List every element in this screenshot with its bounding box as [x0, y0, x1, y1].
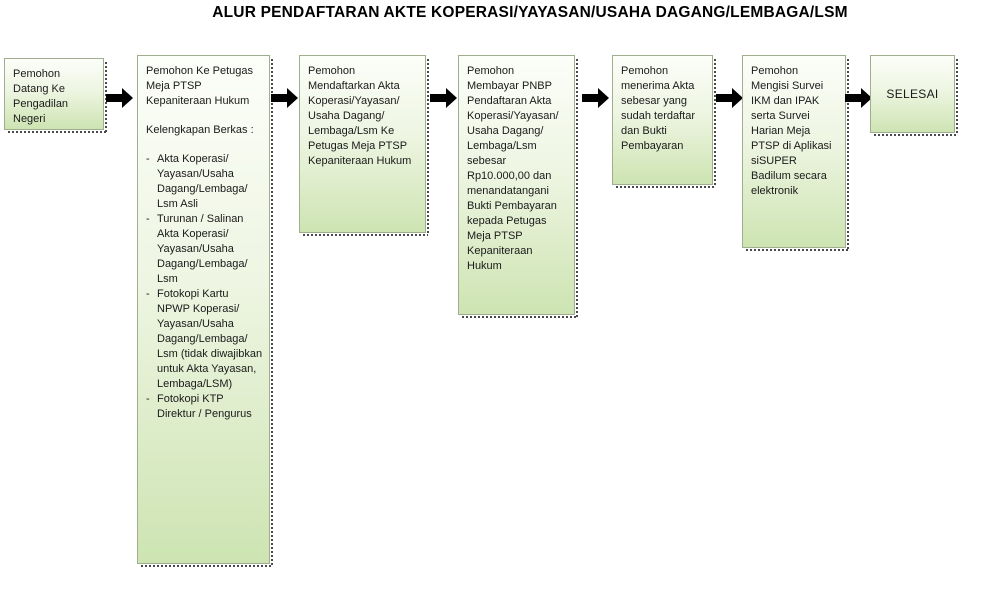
list-item	[146, 212, 263, 287]
node-text: Pemohon Datang Ke Pengadilan Negeri	[13, 68, 72, 125]
node-text: SELESAI	[886, 86, 939, 101]
arrow-shaft	[271, 94, 287, 102]
node-text: Pemohon Mengisi Survei IKM dan IPAK serta Survei Harian Meja PTSP di Aplikasi siSUPER Badilum secara elektronik	[751, 65, 835, 197]
arrow-right-icon	[716, 88, 743, 108]
bullet-dash: -	[146, 213, 150, 225]
flow-node-membayar-pnbp	[458, 55, 575, 315]
arrow-shaft	[430, 94, 446, 102]
arrow-head	[287, 88, 298, 108]
arrow-right-icon	[845, 88, 872, 108]
arrow-head	[122, 88, 133, 108]
node-heading: Pemohon Ke Petugas Meja PTSP Kepaniteraan Hukum	[146, 65, 257, 107]
node-subheading: Kelengkapan Berkas :	[146, 124, 254, 136]
list-item-text: Fotokopi KTP Direktur /​ Pengurus	[157, 393, 252, 420]
list-item	[146, 152, 263, 212]
node-text: Pemohon menerima Akta sebesar yang sudah terdaftar dan Bukti Pembayaran	[621, 65, 699, 152]
arrow-shaft	[716, 94, 732, 102]
list-item-text: Akta Koperasi/​Yayasan/​Usaha Dagang/​Lembaga/​Lsm Asli	[157, 153, 248, 210]
arrow-head	[598, 88, 609, 108]
arrow-right-icon	[106, 88, 133, 108]
list-item	[146, 287, 263, 392]
arrow-right-icon	[271, 88, 298, 108]
document-checklist	[138, 152, 269, 428]
arrow-right-icon	[430, 88, 457, 108]
arrow-shaft	[106, 94, 122, 102]
flow-node-kelengkapan-berkas	[137, 55, 270, 564]
flow-node-mendaftarkan-akta	[299, 55, 426, 233]
list-item-text: Turunan /​ Salinan Akta Koperasi/​Yayasan/​Usaha Dagang/​Lembaga/​Lsm	[157, 213, 248, 285]
page-title: ALUR PENDAFTARAN AKTE KOPERASI/YAYASAN/USAHA DAGANG/LEMBAGA/LSM	[212, 4, 848, 21]
arrow-head	[446, 88, 457, 108]
list-item-text: Fotokopi Kartu NPWP Koperasi/​Yayasan/​Usaha Dagang/​Lembaga/​Lsm (tidak diwajibkan untuk Akta Yayasan, Lembaga/​LSM)	[157, 288, 263, 390]
arrow-shaft	[845, 94, 861, 102]
flow-node-mengisi-survei	[742, 55, 846, 248]
bullet-dash: -	[146, 153, 150, 165]
list-item	[146, 392, 263, 422]
flow-node-menerima-akta	[612, 55, 713, 185]
arrow-right-icon	[582, 88, 609, 108]
bullet-dash: -	[146, 393, 150, 405]
node-text: Pemohon Membayar PNBP Pendaftaran Akta Koperasi/​Yayasan/​Usaha Dagang/​Lembaga/​Lsm sebesar Rp10.000,00 dan menandatangani Bukti Pembayaran kepada Petugas Meja PTSP Kepaniteraan Hukum	[467, 65, 560, 272]
bullet-dash: -	[146, 288, 150, 300]
flow-node-pemohon-datang	[4, 58, 104, 130]
flow-node-selesai	[870, 55, 955, 133]
arrow-shaft	[582, 94, 598, 102]
node-text: Pemohon Mendaftarkan Akta Koperasi/​Yayasan/​Usaha Dagang/​Lembaga/​Lsm Ke Petugas Meja PTSP Kepaniteraan Hukum	[308, 65, 412, 167]
